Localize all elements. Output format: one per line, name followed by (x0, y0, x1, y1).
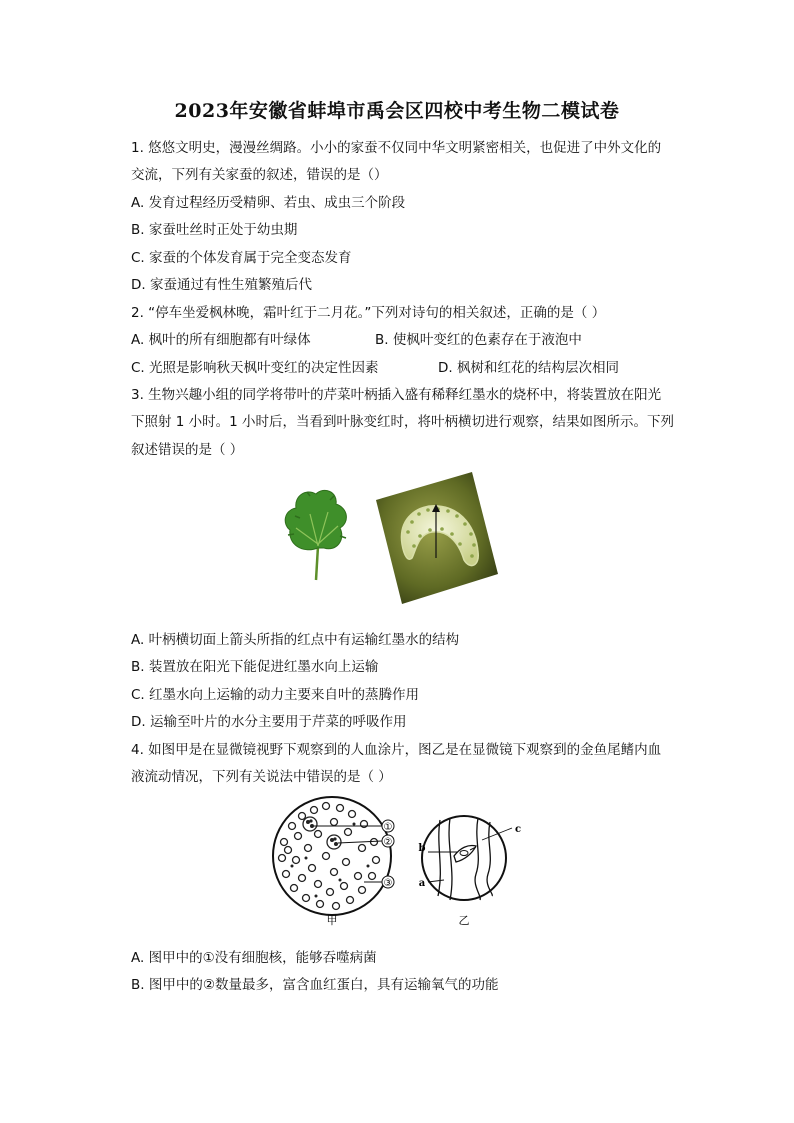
q1-option-c: C. 家蚕的个体发育属于完全变态发育 (131, 250, 352, 266)
label-jia: 甲 (326, 914, 338, 926)
blood-figure (268, 796, 528, 926)
q2-option-c: C. 光照是影响秋天枫叶变红的决定性因素 (131, 360, 379, 376)
label-circle-3: ③ (383, 878, 393, 889)
q2-stem: 2. “停车坐爱枫林晚，霜叶红于二月花。”下列对诗句的相关叙述，正确的是（ ） (131, 305, 606, 321)
q3-option-a: A. 叶柄横切面上箭头所指的红点中有运输红墨水的结构 (131, 632, 460, 648)
q3-stem-line3: 叙述错误的是（ ） (131, 442, 244, 458)
q2-option-a: A. 枫叶的所有细胞都有叶绿体 (131, 332, 311, 348)
q2-option-d: D. 枫树和红花的结构层次相同 (438, 360, 619, 376)
q1-option-d: D. 家蚕通过有性生殖繁殖后代 (131, 277, 312, 293)
label-circle-1: ① (383, 822, 393, 833)
label-yi: 乙 (458, 914, 470, 926)
label-b: b (418, 843, 426, 854)
q4-option-b: B. 图甲中的②数量最多，富含血红蛋白，具有运输氧气的功能 (131, 977, 499, 993)
q3-stem-line2: 下照射 1 小时。1 小时后，当看到叶脉变红时，将叶柄横切进行观察，结果如图所示。下列 (131, 414, 675, 430)
blood-smear-diagram (273, 797, 394, 915)
q3-option-c: C. 红墨水向上运输的动力主要来自叶的蒸腾作用 (131, 687, 420, 703)
q3-option-d: D. 运输至叶片的水分主要用于芹菜的呼吸作用 (131, 714, 407, 730)
label-c: c (514, 824, 522, 835)
q4-option-a: A. 图甲中的①没有细胞核，能够吞噬病菌 (131, 950, 377, 966)
fish-tail-vessel-diagram (422, 816, 512, 900)
celery-leaf-image (280, 484, 352, 584)
q3-stem-line1: 3. 生物兴趣小组的同学将带叶的芹菜叶柄插入盛有稀释红墨水的烧杯中，将装置放在阳光 (131, 387, 662, 403)
q4-stem-line2: 液流动情况，下列有关说法中错误的是（ ） (131, 769, 392, 785)
q1-option-a: A. 发育过程经历受精卵、若虫、成虫三个阶段 (131, 195, 406, 211)
q2-option-b: B. 使枫叶变红的色素存在于液泡中 (375, 332, 582, 348)
q4-stem-line1: 4. 如图甲是在显微镜视野下观察到的人血涂片，图乙是在显微镜下观察到的金鱼尾鳍内血 (131, 742, 662, 758)
label-a: a (418, 878, 426, 889)
label-circle-2: ② (383, 837, 393, 848)
q1-option-b: B. 家蚕吐丝时正处于幼虫期 (131, 222, 298, 238)
q1-stem-line2: 交流，下列有关家蚕的叙述，错误的是（） (131, 167, 388, 183)
q1-stem-line1: 1. 悠悠文明史，漫漫丝绸路。小小的家蚕不仅同中华文明紧密相关，也促进了中外文化的 (131, 140, 662, 156)
q3-option-b: B. 装置放在阳光下能促进红墨水向上运输 (131, 659, 379, 675)
page-title: 2023年安徽省蚌埠市禹会区四校中考生物二模试卷 (174, 100, 620, 122)
petiole-cross-section-photo (372, 470, 500, 606)
